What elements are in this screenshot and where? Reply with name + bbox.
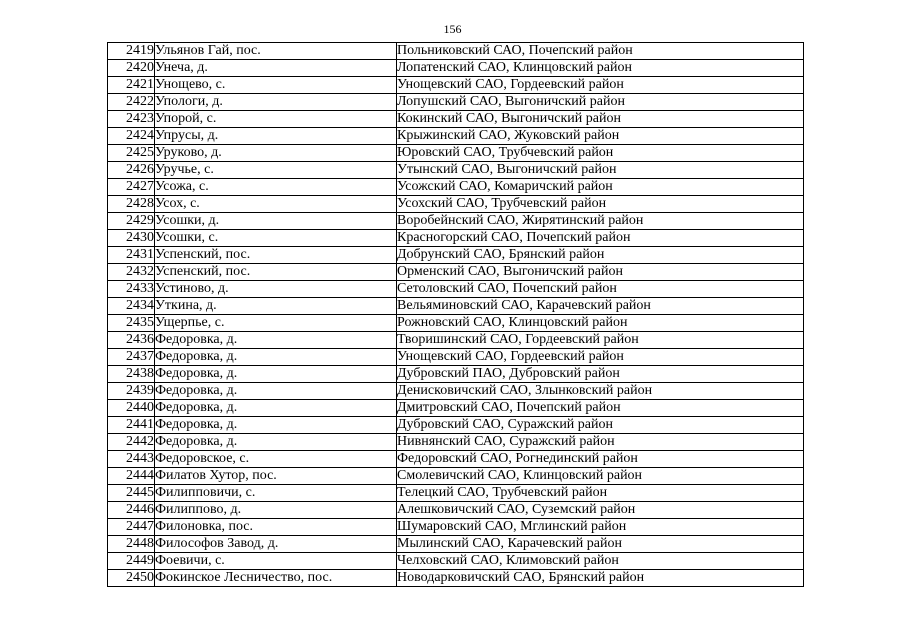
settlement-name-cell: Филиппово, д. [155, 502, 397, 519]
administration-cell: Лопушский САО, Выгоничский район [397, 94, 804, 111]
row-number-cell: 2439 [108, 383, 155, 400]
settlement-name-cell: Федоровка, д. [155, 417, 397, 434]
settlement-name-cell: Уткина, д. [155, 298, 397, 315]
row-number-cell: 2419 [108, 43, 155, 60]
administration-cell: Юровский САО, Трубчевский район [397, 145, 804, 162]
settlement-name-cell: Федоровка, д. [155, 332, 397, 349]
settlement-name-cell: Устиново, д. [155, 281, 397, 298]
table-row [108, 536, 804, 553]
row-number-cell: 2442 [108, 434, 155, 451]
row-number-cell: 2429 [108, 213, 155, 230]
table-row [108, 43, 804, 60]
row-number-cell: 2424 [108, 128, 155, 145]
table-row [108, 179, 804, 196]
table-row [108, 196, 804, 213]
page-number: 156 [443, 22, 462, 36]
row-number-cell: 2445 [108, 485, 155, 502]
table-row [108, 145, 804, 162]
table-row [108, 332, 804, 349]
settlement-name-cell: Федоровка, д. [155, 383, 397, 400]
administration-cell: Челховский САО, Климовский район [397, 553, 804, 570]
row-number-cell: 2436 [108, 332, 155, 349]
row-number-cell: 2443 [108, 451, 155, 468]
settlement-name-cell: Упологи, д. [155, 94, 397, 111]
administration-cell: Телецкий САО, Трубчевский район [397, 485, 804, 502]
administration-cell: Рожновский САО, Клинцовский район [397, 315, 804, 332]
administration-cell: Федоровский САО, Рогнединский район [397, 451, 804, 468]
administration-cell: Дубровский САО, Суражский район [397, 417, 804, 434]
administration-cell: Усожский САО, Комаричский район [397, 179, 804, 196]
settlement-name-cell: Федоровка, д. [155, 434, 397, 451]
settlement-name-cell: Усошки, с. [155, 230, 397, 247]
administration-cell: Вельяминовский САО, Карачевский район [397, 298, 804, 315]
table-row [108, 519, 804, 536]
administration-cell: Крыжинский САО, Жуковский район [397, 128, 804, 145]
administration-cell: Лопатенский САО, Клинцовский район [397, 60, 804, 77]
table-row [108, 434, 804, 451]
row-number-cell: 2425 [108, 145, 155, 162]
table-row [108, 213, 804, 230]
row-number-cell: 2441 [108, 417, 155, 434]
settlement-name-cell: Упорой, с. [155, 111, 397, 128]
table-row [108, 315, 804, 332]
settlement-name-cell: Уручье, с. [155, 162, 397, 179]
administration-cell: Новодарковичский САО, Брянский район [397, 570, 804, 587]
settlement-name-cell: Упрусы, д. [155, 128, 397, 145]
settlement-name-cell: Усох, с. [155, 196, 397, 213]
row-number-cell: 2433 [108, 281, 155, 298]
administration-cell: Орменский САО, Выгоничский район [397, 264, 804, 281]
settlement-name-cell: Ущерпье, с. [155, 315, 397, 332]
settlement-name-cell: Успенский, пос. [155, 247, 397, 264]
settlement-name-cell: Унеча, д. [155, 60, 397, 77]
administration-cell: Творишинский САО, Гордеевский район [397, 332, 804, 349]
settlement-name-cell: Федоровка, д. [155, 366, 397, 383]
administration-cell: Унощевский САО, Гордеевский район [397, 349, 804, 366]
settlement-name-cell: Философов Завод, д. [155, 536, 397, 553]
settlement-name-cell: Федоровское, с. [155, 451, 397, 468]
administration-cell: Шумаровский САО, Мглинский район [397, 519, 804, 536]
row-number-cell: 2450 [108, 570, 155, 587]
row-number-cell: 2438 [108, 366, 155, 383]
settlements-table [107, 42, 804, 587]
row-number-cell: 2444 [108, 468, 155, 485]
table-body [108, 43, 804, 587]
table-row [108, 400, 804, 417]
administration-cell: Мылинский САО, Карачевский район [397, 536, 804, 553]
row-number-cell: 2428 [108, 196, 155, 213]
table-row [108, 162, 804, 179]
settlement-name-cell: Фокинское Лесничество, пос. [155, 570, 397, 587]
administration-cell: Унощевский САО, Гордеевский район [397, 77, 804, 94]
settlement-name-cell: Филатов Хутор, пос. [155, 468, 397, 485]
administration-cell: Воробейнский САО, Жирятинский район [397, 213, 804, 230]
row-number-cell: 2426 [108, 162, 155, 179]
table-row [108, 298, 804, 315]
table-row [108, 570, 804, 587]
table-row [108, 128, 804, 145]
settlement-name-cell: Филипповичи, с. [155, 485, 397, 502]
table-row [108, 383, 804, 400]
row-number-cell: 2427 [108, 179, 155, 196]
row-number-cell: 2446 [108, 502, 155, 519]
row-number-cell: 2440 [108, 400, 155, 417]
row-number-cell: 2435 [108, 315, 155, 332]
table-row [108, 94, 804, 111]
settlement-name-cell: Усошки, д. [155, 213, 397, 230]
administration-cell: Денисковичский САО, Злынковский район [397, 383, 804, 400]
settlement-name-cell: Усожа, с. [155, 179, 397, 196]
settlement-name-cell: Уруково, д. [155, 145, 397, 162]
table-row [108, 553, 804, 570]
row-number-cell: 2423 [108, 111, 155, 128]
settlement-name-cell: Ульянов Гай, пос. [155, 43, 397, 60]
settlement-name-cell: Успенский, пос. [155, 264, 397, 281]
administration-cell: Дубровский ПАО, Дубровский район [397, 366, 804, 383]
table-row [108, 468, 804, 485]
table-row [108, 502, 804, 519]
row-number-cell: 2420 [108, 60, 155, 77]
administration-cell: Алешковичский САО, Суземский район [397, 502, 804, 519]
table-row [108, 230, 804, 247]
settlement-name-cell: Федоровка, д. [155, 349, 397, 366]
row-number-cell: 2422 [108, 94, 155, 111]
table-row [108, 60, 804, 77]
administration-cell: Смолевичский САО, Клинцовский район [397, 468, 804, 485]
administration-cell: Сетоловский САО, Почепский район [397, 281, 804, 298]
table-row [108, 451, 804, 468]
row-number-cell: 2432 [108, 264, 155, 281]
table-row [108, 247, 804, 264]
table-row [108, 281, 804, 298]
row-number-cell: 2449 [108, 553, 155, 570]
settlement-name-cell: Унощево, с. [155, 77, 397, 94]
row-number-cell: 2437 [108, 349, 155, 366]
table-row [108, 349, 804, 366]
table-row [108, 111, 804, 128]
row-number-cell: 2434 [108, 298, 155, 315]
administration-cell: Усохский САО, Трубчевский район [397, 196, 804, 213]
row-number-cell: 2447 [108, 519, 155, 536]
table-row [108, 264, 804, 281]
table-row [108, 366, 804, 383]
row-number-cell: 2448 [108, 536, 155, 553]
administration-cell: Красногорский САО, Почепский район [397, 230, 804, 247]
table-row [108, 77, 804, 94]
administration-cell: Добрунский САО, Брянский район [397, 247, 804, 264]
administration-cell: Дмитровский САО, Почепский район [397, 400, 804, 417]
row-number-cell: 2421 [108, 77, 155, 94]
row-number-cell: 2431 [108, 247, 155, 264]
administration-cell: Польниковский САО, Почепский район [397, 43, 804, 60]
settlement-name-cell: Фоевичи, с. [155, 553, 397, 570]
table-row [108, 485, 804, 502]
settlement-name-cell: Филоновка, пос. [155, 519, 397, 536]
row-number-cell: 2430 [108, 230, 155, 247]
administration-cell: Кокинский САО, Выгоничский район [397, 111, 804, 128]
table-row [108, 417, 804, 434]
settlement-name-cell: Федоровка, д. [155, 400, 397, 417]
administration-cell: Нивнянский САО, Суражский район [397, 434, 804, 451]
administration-cell: Утынский САО, Выгоничский район [397, 162, 804, 179]
